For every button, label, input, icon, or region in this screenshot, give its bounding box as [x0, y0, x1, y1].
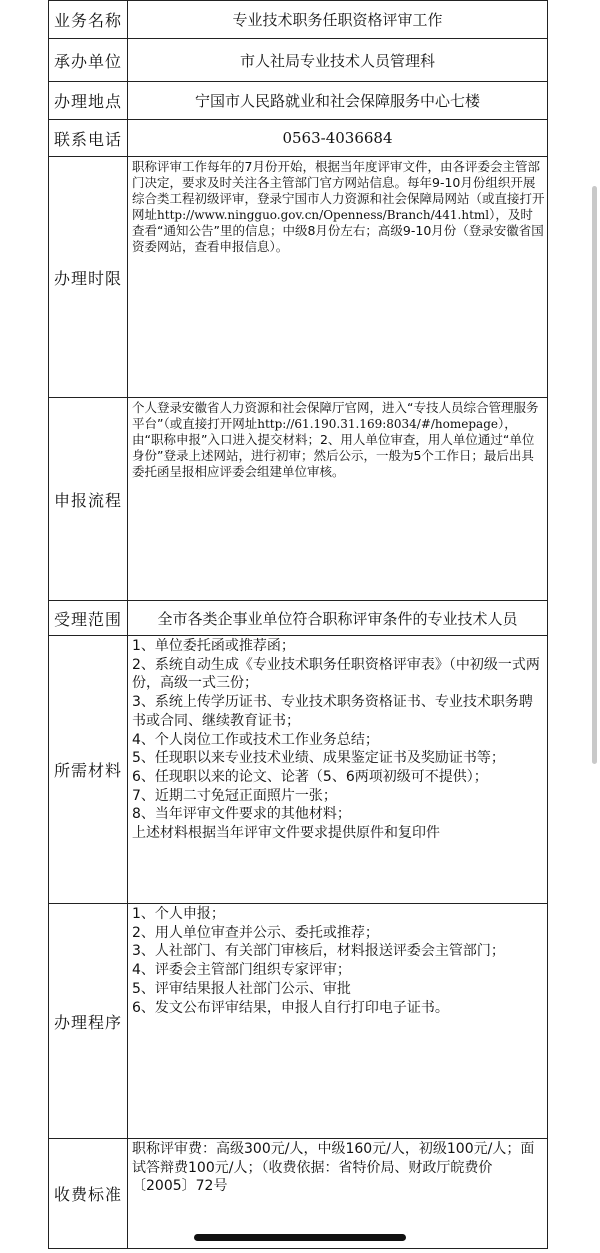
materials-item: 8、当年评审文件要求的其他材料；	[132, 806, 351, 823]
process-text-part1: 个人登录安徽省人力资源和社会保障厅官网，进入“专技人员综合管理服务平台”（或直接打开网址	[132, 400, 539, 431]
schedule-text	[128, 157, 548, 398]
materials-item: 6、任现职以来的论文、论著（5、6两项初级可不提供）；	[132, 768, 488, 785]
row-process	[49, 398, 548, 601]
procedure-label: 办理程序	[49, 904, 128, 1139]
row-materials	[49, 636, 548, 904]
procedure-item: 1、个人申报；	[132, 906, 225, 922]
scrollbar[interactable]	[592, 186, 597, 764]
scope-value: 全市各类企事业单位符合职称评审条件的专业技术人员	[128, 601, 548, 636]
business-name-label: 业务名称	[49, 1, 128, 39]
row-organizer	[49, 39, 548, 82]
procedure-item: 3、人社部门、有关部门审核后，材料报送评委会主管部门；	[132, 943, 505, 960]
phone-value: 0563-4036684	[128, 120, 548, 157]
row-schedule	[49, 157, 548, 398]
row-location	[49, 82, 548, 120]
schedule-url: http://www.ningguo.gov.cn/Openness/Branch/441.html	[157, 208, 490, 222]
materials-item: 5、任现职以来专业技术业绩、成果鉴定证书及奖励证书等；	[132, 750, 505, 767]
procedure-list	[128, 904, 548, 1139]
schedule-text-part2: ），及时查看“通知公告”里的信息；中级8月份左右；高级9-10月份（登录安徽省国资委网站，查看申报信息）。	[132, 207, 544, 254]
schedule-text-part1: 职称评审工作每年的7月份开始，根据当年度评审文件，由各评委会主管部门决定，要求及时关注各主管部门官方网站信息。每年9-10月份组织开展综合类工程初级评审，登录宁国市人力资源和社会保障局网站（或直接打开网址	[132, 159, 545, 222]
row-scope	[49, 601, 548, 636]
procedure-item: 6、发文公布评审结果，申报人自行打印电子证书。	[132, 999, 449, 1016]
procedure-item: 5、评审结果报人社部门公示、审批	[132, 980, 351, 997]
procedure-item: 4、评委会主管部门组织专家评审；	[132, 962, 351, 979]
phone-label: 联系电话	[49, 120, 128, 157]
row-fees	[49, 1139, 548, 1249]
fees-text: 职称评审费：高级300元/人，中级160元/人，初级100元/人；面试答辩费100元/人；（收费依据：省特价局、财政厅皖费价〔2005〕72号	[128, 1139, 548, 1249]
business-name-value: 专业技术职务任职资格评审工作	[128, 1, 548, 39]
process-text	[128, 398, 548, 601]
row-phone	[49, 120, 548, 157]
scope-label: 受理范围	[49, 601, 128, 636]
row-procedure	[49, 904, 548, 1139]
materials-item: 1、单位委托函或推荐函；	[132, 638, 295, 654]
home-indicator[interactable]	[194, 1234, 406, 1241]
service-info-table	[48, 0, 548, 1249]
organizer-label: 承办单位	[49, 39, 128, 82]
materials-item: 7、近期二寸免冠正面照片一张；	[132, 787, 337, 804]
materials-list	[128, 636, 548, 904]
fees-label: 收费标准	[49, 1139, 128, 1249]
organizer-value: 市人社局专业技术人员管理科	[128, 39, 548, 82]
process-url: http://61.190.31.169:8034/#/homepage	[257, 417, 498, 431]
materials-item: 4、个人岗位工作或技术工作业务总结；	[132, 731, 379, 748]
row-business-name	[49, 1, 548, 39]
process-label: 申报流程	[49, 398, 128, 601]
process-text-part2: ），由“职称申报”入口进入提交材料；2、用人单位审查，用人单位通过“单位身份”登录上述网站，进行初审；然后公示，一般为5个工作日；最后出具委托函呈报相应评委会组建单位审核。	[132, 416, 535, 479]
location-label: 办理地点	[49, 82, 128, 120]
materials-label: 所需材料	[49, 636, 128, 904]
materials-item: 上述材料根据当年评审文件要求提供原件和复印件	[132, 825, 440, 842]
materials-item: 3、系统上传学历证书、专业技术职务资格证书、专业技术职务聘书或合同、继续教育证书；	[132, 694, 533, 729]
location-value: 宁国市人民路就业和社会保障服务中心七楼	[128, 82, 548, 120]
materials-item: 2、系统自动生成《专业技术职务任职资格评审表》（中初级一式两份，高级一式三份；	[132, 656, 540, 692]
schedule-label: 办理时限	[49, 157, 128, 398]
procedure-item: 2、用人单位审查并公示、委托或推荐；	[132, 924, 379, 941]
